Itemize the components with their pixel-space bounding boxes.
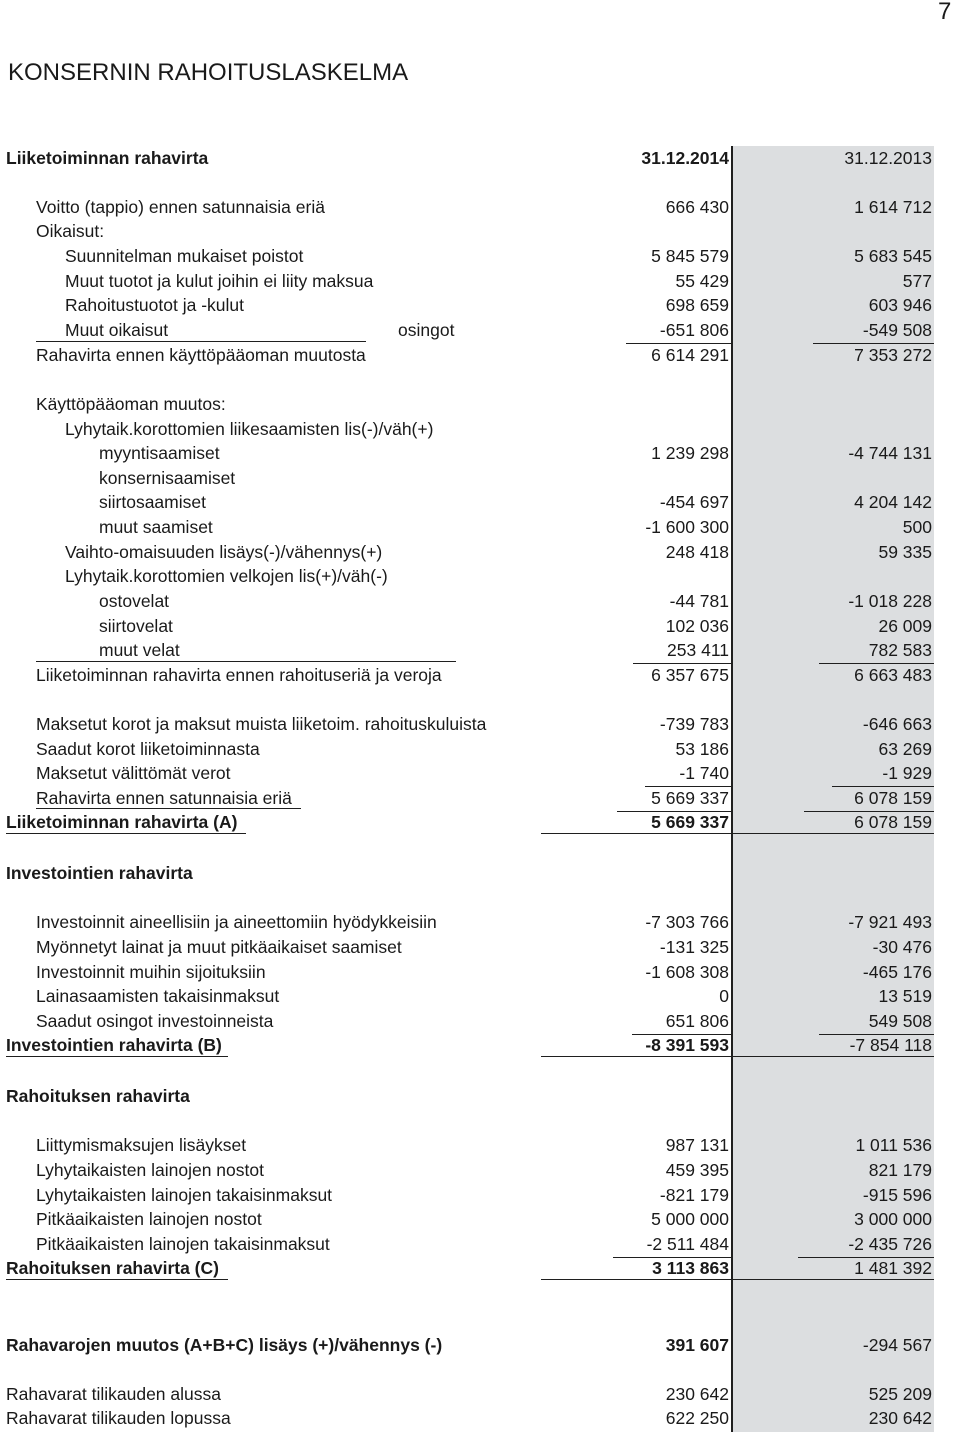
value-2013: -1 929	[882, 763, 932, 783]
table-row	[0, 244, 960, 269]
value-2014: 5 669 337	[651, 812, 729, 832]
row-label: Lyhytaik.korottomien liikesaamisten lis(-)/väh(+)	[65, 419, 434, 439]
row-label: Pitkäaikaisten lainojen nostot	[36, 1209, 262, 1229]
table-row	[0, 960, 960, 985]
value-2013: -7 854 118	[849, 1035, 932, 1055]
table-row	[0, 466, 960, 491]
value-2013: 821 179	[868, 1160, 932, 1180]
value-2014: 5 845 579	[651, 246, 729, 266]
value-2013: -294 567	[862, 1335, 932, 1355]
value-2013: -30 476	[872, 937, 932, 957]
value-2013: 5 683 545	[854, 246, 932, 266]
value-2014: 391 607	[665, 1335, 729, 1355]
value-2013: 782 583	[868, 640, 932, 660]
value-2014: -7 303 766	[645, 912, 729, 932]
table-row	[0, 1009, 960, 1034]
value-2013: 500	[902, 517, 932, 537]
value-2014: 5 669 337	[651, 788, 729, 808]
value-2014: -821 179	[659, 1185, 729, 1205]
row-label: Liittymismaksujen lisäykset	[36, 1135, 247, 1155]
row-label: Muut oikaisut	[65, 320, 169, 340]
total-row-a	[0, 810, 960, 835]
row-label: Myönnetyt lainat ja muut pitkäaikaiset saamiset	[36, 937, 402, 957]
value-2013: -549 508	[862, 320, 932, 340]
value-2014: 622 250	[665, 1408, 729, 1428]
value-2013: 13 519	[878, 986, 932, 1006]
total-row-b	[0, 1033, 960, 1058]
table-row	[0, 1207, 960, 1232]
row-label: Käyttöpääoman muutos:	[36, 394, 226, 414]
section-heading-row	[0, 861, 960, 886]
value-2013: -465 176	[862, 962, 932, 982]
value-2013: -1 018 228	[848, 591, 932, 611]
row-label: Suunnitelman mukaiset poistot	[65, 246, 304, 266]
total-row-c	[0, 1256, 960, 1281]
value-2013: 603 946	[868, 295, 932, 315]
value-2013: 230 642	[868, 1408, 932, 1428]
value-2014: 698 659	[665, 295, 729, 315]
subtotal-row	[0, 343, 960, 368]
row-label: Lyhytaikaisten lainojen takaisinmaksut	[36, 1185, 333, 1205]
row-label: Rahavarat tilikauden lopussa	[6, 1408, 231, 1428]
row-label: Investointien rahavirta (B)	[6, 1035, 222, 1055]
rule-line	[541, 833, 731, 834]
rule-line	[6, 833, 246, 834]
value-2013: -915 596	[862, 1185, 932, 1205]
rule-line	[36, 808, 301, 809]
value-2014: -1 608 308	[645, 962, 729, 982]
table-row	[0, 219, 960, 244]
row-label: Saadut korot liiketoiminnasta	[36, 739, 260, 759]
header-row	[0, 146, 960, 171]
row-label: ostovelat	[99, 591, 170, 611]
value-2013: 7 353 272	[854, 345, 932, 365]
table-row	[0, 935, 960, 960]
row-label: muut velat	[99, 640, 180, 660]
table-row	[0, 540, 960, 565]
rule-line	[733, 1279, 934, 1280]
subtotal-row	[0, 663, 960, 688]
value-2013: 1 614 712	[854, 197, 932, 217]
row-label: Oikaisut:	[36, 221, 105, 241]
row-label: Saadut osingot investoinneista	[36, 1011, 274, 1031]
table-row	[0, 318, 960, 343]
table-row	[0, 195, 960, 220]
section-heading: Investointien rahavirta	[6, 863, 193, 883]
value-2013: 525 209	[868, 1384, 932, 1404]
rule-line	[36, 341, 366, 342]
row-label: Maksetut välittömät verot	[36, 763, 231, 783]
table-row	[0, 515, 960, 540]
row-label: Voitto (tappio) ennen satunnaisia eriä	[36, 197, 325, 217]
rule-line	[733, 1056, 934, 1057]
table-row	[0, 638, 960, 663]
value-2013: -4 744 131	[848, 443, 932, 463]
row-label: Lyhytaikaisten lainojen nostot	[36, 1160, 264, 1180]
value-2014: -739 783	[659, 714, 729, 734]
table-row	[0, 392, 960, 417]
value-2013: 6 078 159	[854, 812, 932, 832]
row-label: Investoinnit muihin sijoituksiin	[36, 962, 266, 982]
column-header-2014: 31.12.2014	[641, 148, 729, 168]
row-label: Rahavarat tilikauden alussa	[6, 1384, 221, 1404]
value-2013: 63 269	[878, 739, 932, 759]
row-label: Rahavarojen muutos (A+B+C) lisäys (+)/vähennys (-)	[6, 1335, 443, 1355]
rule-line	[6, 1279, 228, 1280]
table-row	[0, 712, 960, 737]
table-row	[0, 1158, 960, 1183]
table-row	[0, 761, 960, 786]
row-label: Maksetut korot ja maksut muista liiketoim. rahoituskuluista	[36, 714, 487, 734]
value-2013: 577	[902, 271, 932, 291]
value-2014: -131 325	[659, 937, 729, 957]
page-title: KONSERNIN RAHOITUSLASKELMA	[8, 59, 409, 86]
rule-line	[36, 661, 456, 662]
value-2013: -2 435 726	[848, 1234, 932, 1254]
table-row	[0, 564, 960, 589]
net-change-row	[0, 1333, 960, 1358]
row-label: Pitkäaikaisten lainojen takaisinmaksut	[36, 1234, 330, 1254]
table-row	[0, 1133, 960, 1158]
row-label: siirtovelat	[99, 616, 173, 636]
section-heading: Rahoituksen rahavirta	[6, 1086, 190, 1106]
table-row	[0, 490, 960, 515]
value-2014: 1 239 298	[651, 443, 729, 463]
value-2014: 0	[719, 986, 729, 1006]
value-2014: 53 186	[675, 739, 729, 759]
value-2014: 102 036	[665, 616, 729, 636]
value-2014: 5 000 000	[651, 1209, 729, 1229]
row-label: siirtosaamiset	[99, 492, 206, 512]
value-2014: -8 391 593	[645, 1035, 729, 1055]
value-2013: 1 481 392	[854, 1258, 932, 1278]
table-row	[0, 293, 960, 318]
value-2013: 6 078 159	[854, 788, 932, 808]
value-2014: 666 430	[665, 197, 729, 217]
value-2014: -2 511 484	[646, 1234, 729, 1254]
table-row	[0, 589, 960, 614]
rule-line	[541, 1279, 731, 1280]
table-row	[0, 269, 960, 294]
row-label: Liiketoiminnan rahavirta ennen rahoituseriä ja veroja	[36, 665, 442, 685]
value-2014: 230 642	[665, 1384, 729, 1404]
value-2013: -646 663	[862, 714, 932, 734]
value-2014: 459 395	[665, 1160, 729, 1180]
table-row	[0, 614, 960, 639]
value-2013: 4 204 142	[854, 492, 932, 512]
row-label: Rahavirta ennen satunnaisia eriä	[36, 788, 292, 808]
value-2014: 248 418	[665, 542, 729, 562]
value-2014: 987 131	[665, 1135, 729, 1155]
row-note: osingot	[398, 320, 455, 340]
value-2014: 6 357 675	[651, 665, 729, 685]
value-2014: 3 113 863	[652, 1258, 729, 1278]
value-2014: 6 614 291	[651, 345, 729, 365]
value-2014: 651 806	[665, 1011, 729, 1031]
column-header-2013: 31.12.2013	[844, 148, 932, 168]
table-row	[0, 417, 960, 442]
row-label: Liiketoiminnan rahavirta (A)	[6, 812, 238, 832]
rule-line	[541, 1056, 731, 1057]
value-2014: -651 806	[659, 320, 729, 340]
value-2014: -1 740	[679, 763, 729, 783]
value-2013: 6 663 483	[854, 665, 932, 685]
value-2013: -7 921 493	[848, 912, 932, 932]
value-2014: 253 411	[667, 640, 729, 660]
rule-line	[6, 1056, 228, 1057]
row-label: Vaihto-omaisuuden lisäys(-)/vähennys(+)	[65, 542, 383, 562]
row-label: konsernisaamiset	[99, 468, 236, 488]
value-2013: 26 009	[878, 616, 932, 636]
row-label: Rahoituksen rahavirta (C)	[6, 1258, 219, 1278]
section-heading: Liiketoiminnan rahavirta	[6, 148, 209, 168]
table-row	[0, 984, 960, 1009]
rule-line	[733, 833, 934, 834]
value-2013: 549 508	[868, 1011, 932, 1031]
value-2013: 59 335	[878, 542, 932, 562]
row-label: Rahoitustuotot ja -kulut	[65, 295, 244, 315]
value-2014: -1 600 300	[645, 517, 729, 537]
section-heading-row	[0, 1084, 960, 1109]
value-2014: 55 429	[675, 271, 729, 291]
table-row	[0, 1183, 960, 1208]
table-row	[0, 1232, 960, 1257]
table-row	[0, 1406, 960, 1431]
row-label: Lyhytaik.korottomien velkojen lis(+)/väh(-)	[65, 566, 388, 586]
row-label: myyntisaamiset	[99, 443, 220, 463]
value-2014: -44 781	[669, 591, 729, 611]
table-row	[0, 441, 960, 466]
value-2013: 3 000 000	[854, 1209, 932, 1229]
page-number: 7	[938, 0, 952, 25]
value-2014: -454 697	[659, 492, 729, 512]
table-row	[0, 910, 960, 935]
table-row	[0, 737, 960, 762]
row-label: Lainasaamisten takaisinmaksut	[36, 986, 280, 1006]
row-label: Muut tuotot ja kulut joihin ei liity maksua	[65, 271, 374, 291]
value-2013: 1 011 536	[855, 1135, 932, 1155]
row-label: Investoinnit aineellisiin ja aineettomiin hyödykkeisiin	[36, 912, 437, 932]
row-label: Rahavirta ennen käyttöpääoman muutosta	[36, 345, 366, 365]
row-label: muut saamiset	[99, 517, 213, 537]
table-row	[0, 1382, 960, 1407]
